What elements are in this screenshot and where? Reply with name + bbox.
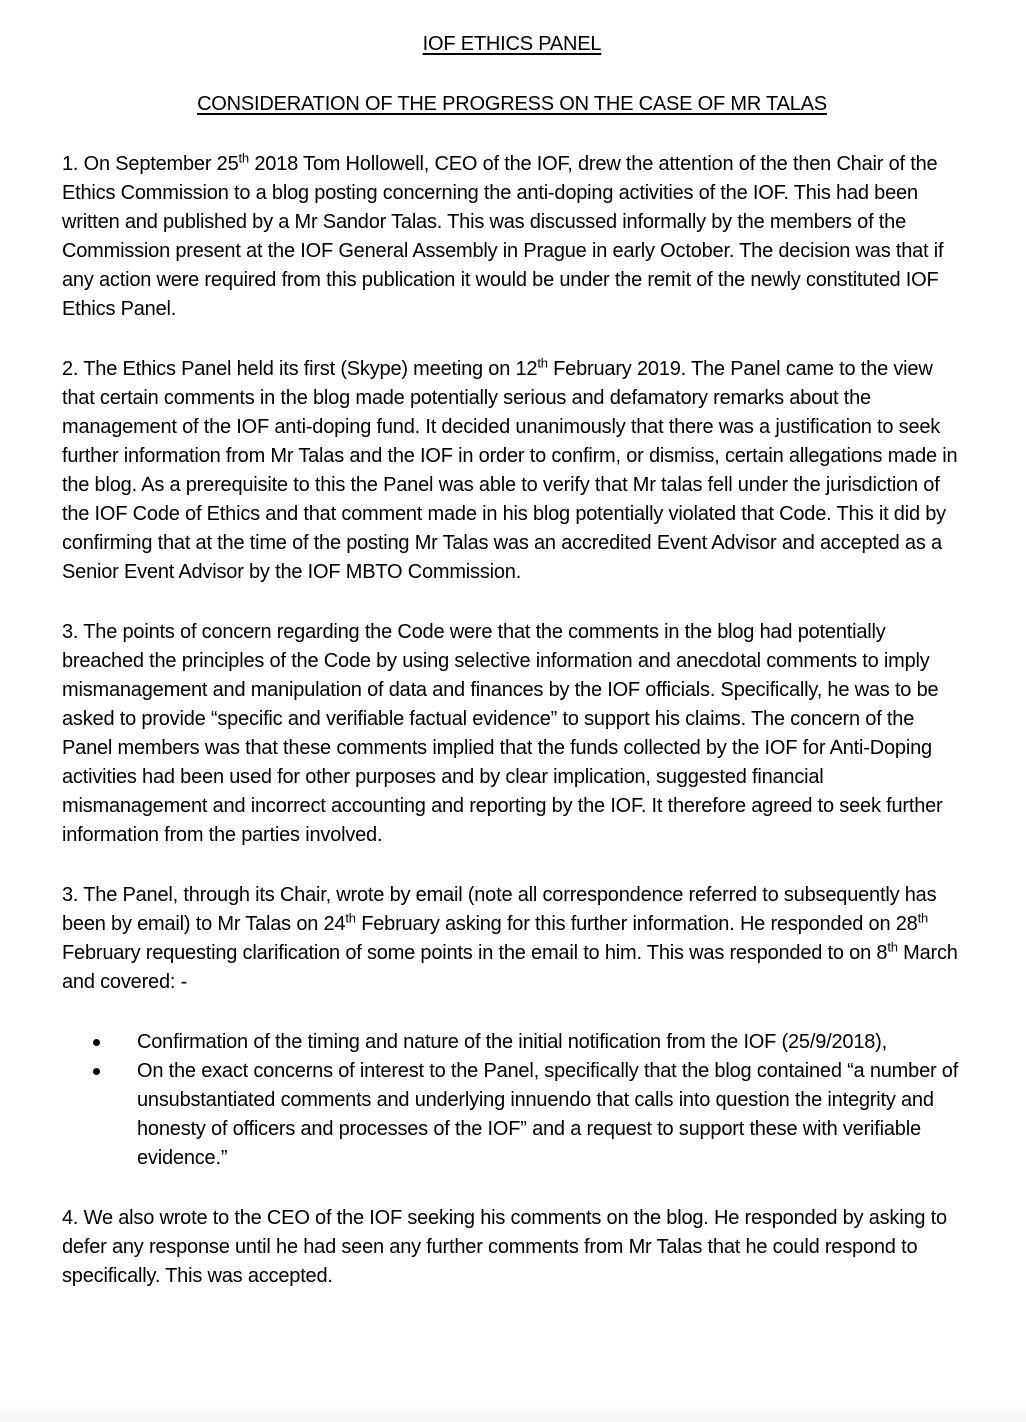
ordinal-superscript: th bbox=[917, 910, 929, 926]
document-subtitle: CONSIDERATION OF THE PROGRESS ON THE CASE OF MR TALAS bbox=[197, 93, 827, 115]
text-run: 2018 Tom Hollowell, CEO of the IOF, drew the attention of the then Chair of the Ethics Commission to a blog posting concerning the anti-doping activities of the IOF. This had been written and published by a Mr Sandor Talas. This was discussed informally by the members of the Commission present at the IOF General Assembly in Prague in early October. The decision was that if any action were required from this publication it would be under the remit of the newly constituted IOF Ethics Panel. bbox=[62, 153, 944, 320]
ordinal-superscript: th bbox=[537, 355, 548, 371]
paragraph bbox=[62, 150, 962, 324]
paragraph bbox=[62, 1204, 962, 1291]
text-run: March and covered: - bbox=[62, 942, 958, 993]
bullet-list bbox=[62, 1028, 962, 1173]
text-run: February 2019. The Panel came to the view that certain comments in the blog made potentially serious and defamatory remarks about the management of the IOF anti-doping fund. It decided unanimously that there was a justification to seek further information from Mr Talas and the IOF in order to confirm, or dismiss, certain allegations made in the blog. As a prerequisite to this the Panel was able to verify that Mr talas fell under the jurisdiction of the IOF Code of Ethics and that comment made in his blog potentially violated that Code. This it did by confirming that at the time of the posting Mr Talas was an accredited Event Advisor and accepted as a Senior Event Advisor by the IOF MBTO Commission. bbox=[62, 358, 958, 583]
text-run: February requesting clarification of some points in the email to him. This was responded to on 8 bbox=[62, 942, 888, 964]
ordinal-superscript: th bbox=[887, 939, 898, 955]
ordinal-superscript: th bbox=[345, 910, 356, 926]
text-run: On the exact concerns of interest to the Panel, specifically that the blog contained “a number of unsubstantiated comments and underlying innuendo that calls into question the integrity and honesty of officers and processes of the IOF” and a request to support these with verifiable evidence.” bbox=[137, 1060, 959, 1169]
page-bottom-edge bbox=[0, 1404, 1026, 1422]
ordinal-superscript: th bbox=[238, 150, 249, 166]
list-item bbox=[137, 1028, 962, 1057]
text-run: 1. On September 25 bbox=[62, 153, 239, 175]
text-run: 2. The Ethics Panel held its first (Skype) meeting on 12 bbox=[62, 358, 538, 380]
list-item bbox=[137, 1057, 962, 1173]
paragraph bbox=[62, 881, 962, 997]
document-title: IOF ETHICS PANEL bbox=[422, 33, 602, 55]
text-run: February asking for this further information. He responded on 28 bbox=[355, 913, 918, 935]
text-run: Confirmation of the timing and nature of the initial notification from the IOF (25/9/2018), bbox=[137, 1031, 887, 1053]
paragraph bbox=[62, 355, 962, 587]
text-run: 4. We also wrote to the CEO of the IOF seeking his comments on the blog. He responded by asking to defer any response until he had seen any further comments from Mr Talas that he could respond to specifically. This was accepted. bbox=[62, 1207, 947, 1287]
text-run: 3. The Panel, through its Chair, wrote by email (note all correspondence referred to subsequently has been by email) to Mr Talas on 24 bbox=[62, 884, 937, 935]
paragraph bbox=[62, 618, 962, 850]
text-run: 3. The points of concern regarding the Code were that the comments in the blog had potentially breached the principles of the Code by using selective information and anecdotal comments to imply mismanagement and manipulation of data and finances by the IOF officials. Specifically, he was to be asked to provide “specific and verifiable factual evidence” to support his claims. The concern of the Panel members was that these comments implied that the funds collected by the IOF for Anti-Doping activities had been used for other purposes and by clear implication, suggested financial mismanagement and incorrect accounting and reporting by the IOF. It therefore agreed to seek further information from the parties involved. bbox=[62, 621, 943, 846]
